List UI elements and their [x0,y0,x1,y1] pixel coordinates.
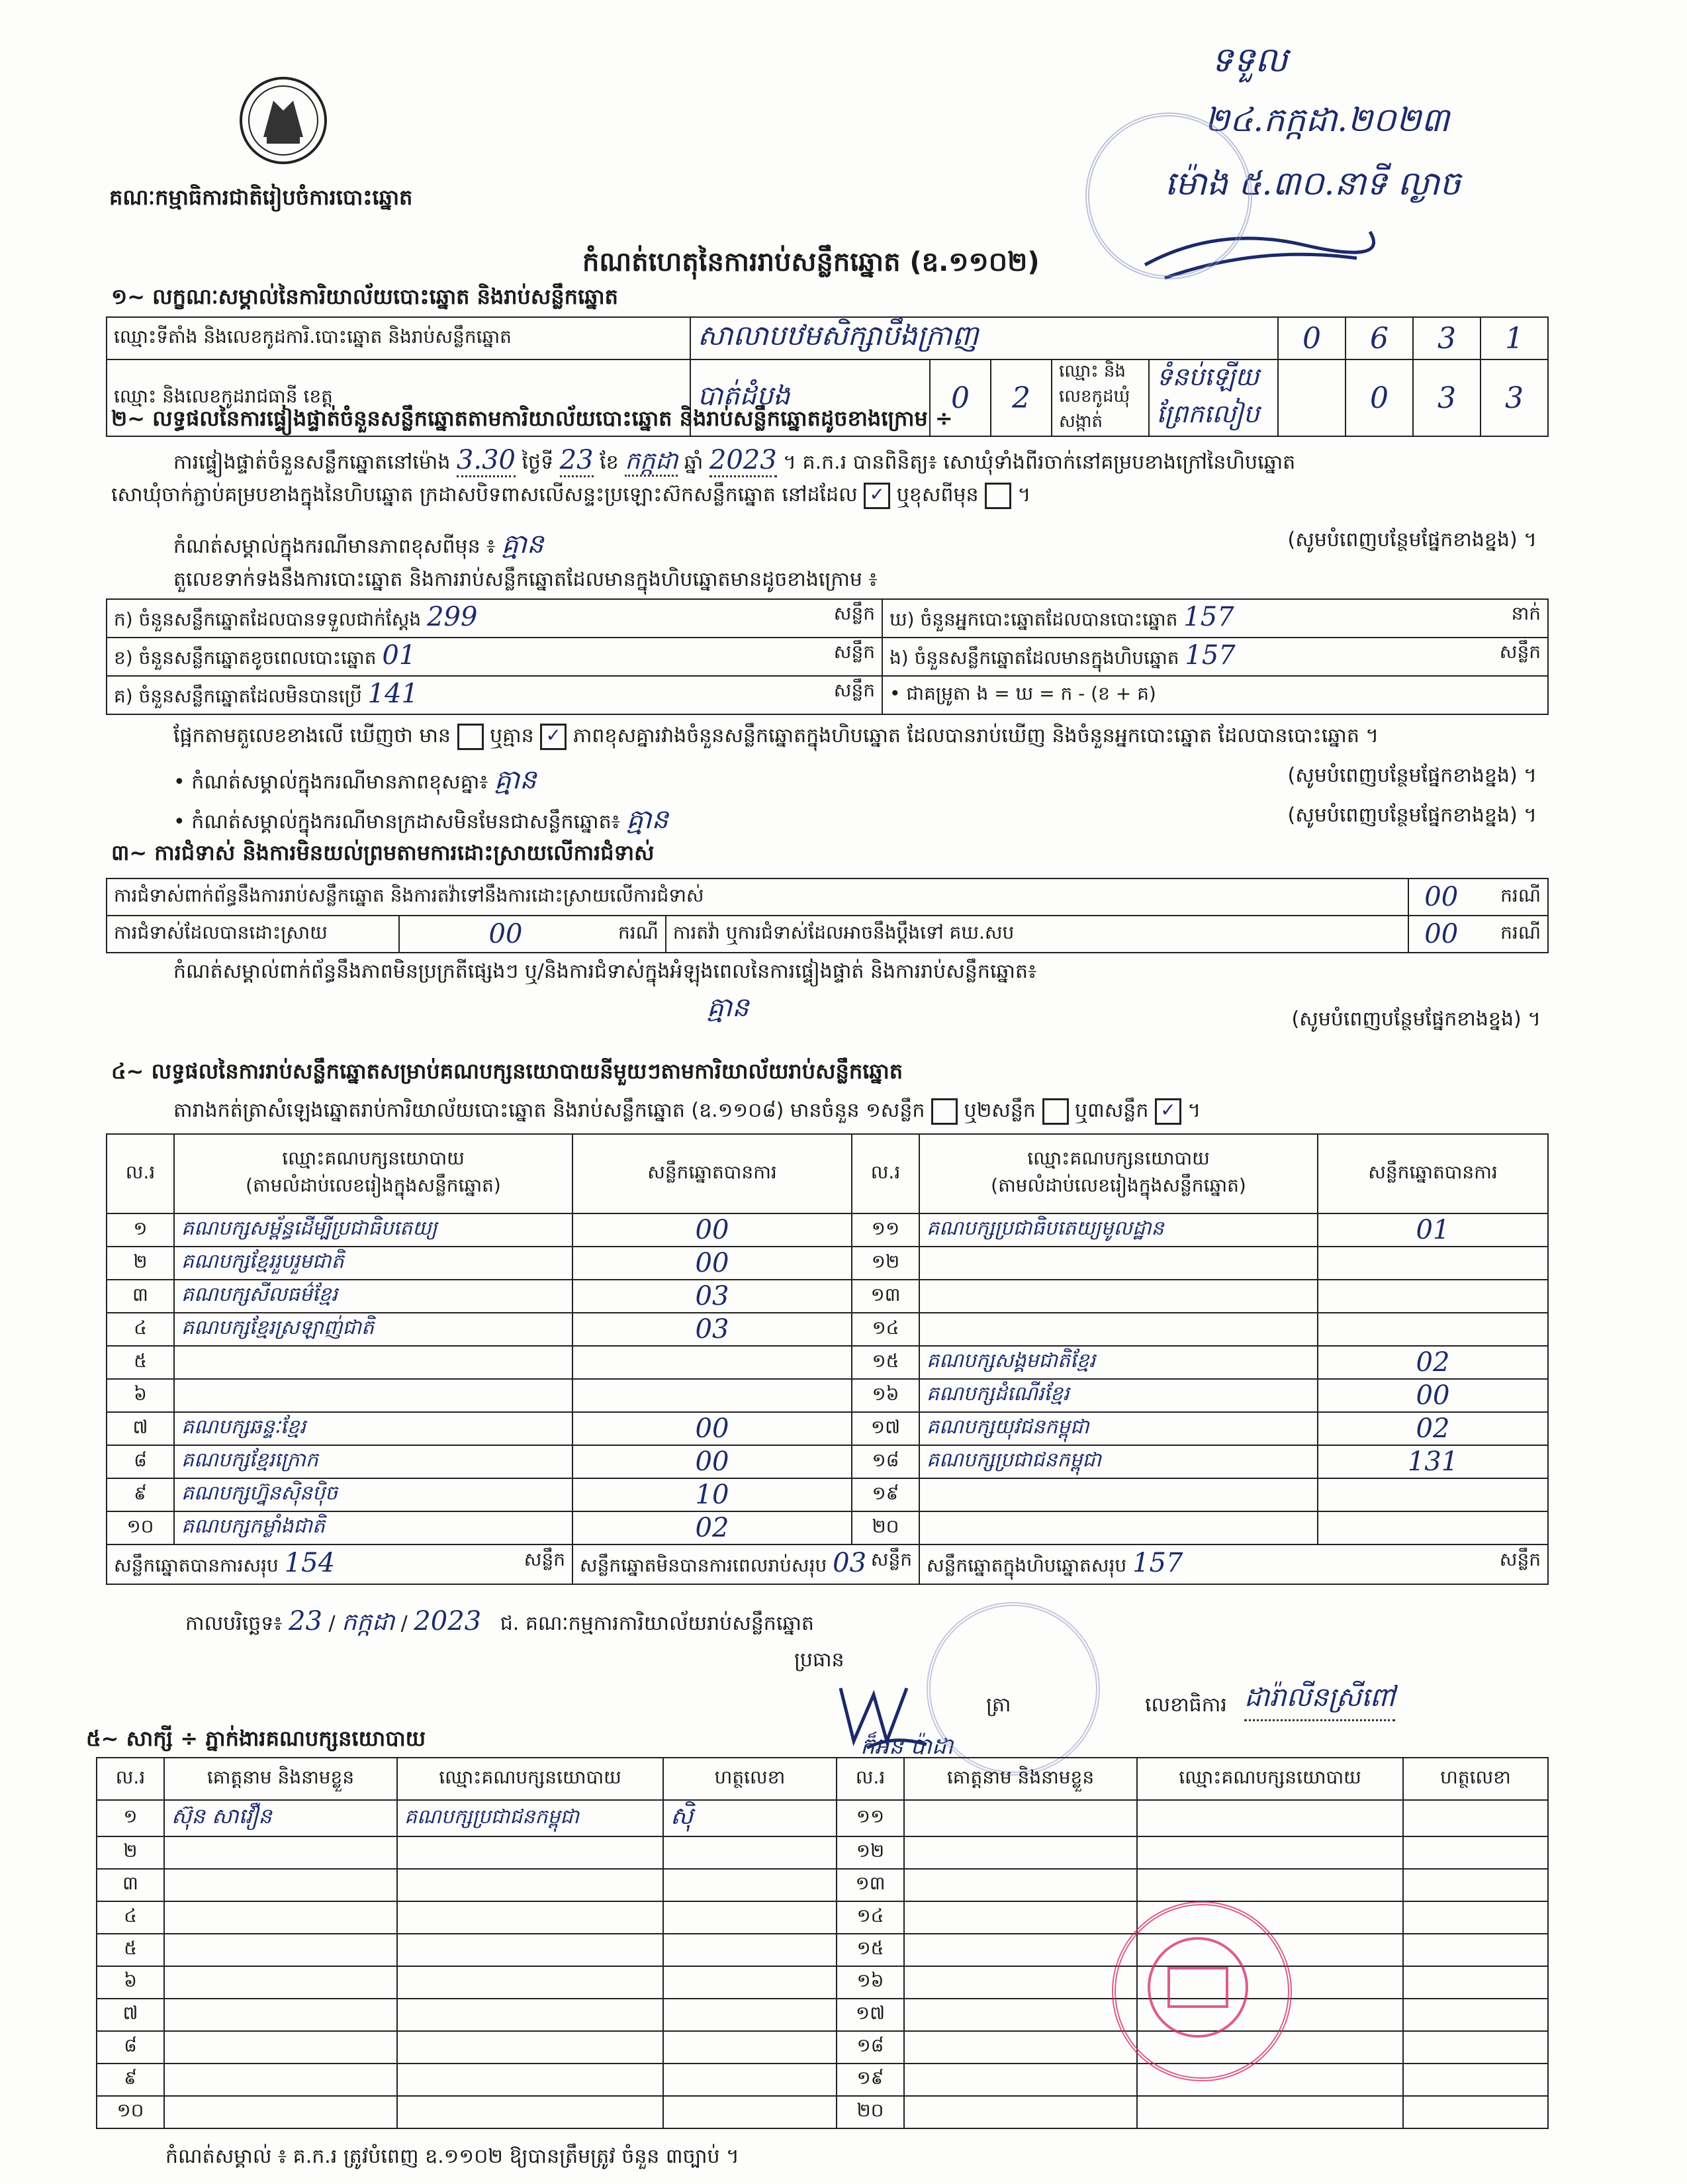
party-row [107,1478,1548,1511]
party-name: គណបក្សកម្លាំងជាតិ [174,1511,572,1544]
witness-number: ១៣ [837,1869,904,1901]
ballots-spoiled: 01 [382,640,416,671]
witness-row [97,1934,1548,1966]
witness-row [97,1800,1548,1836]
province-value: បាត់ដំបង [690,359,930,436]
secretary-name: ដារ៉ាលីនស្រីពៅ [1244,1680,1395,1721]
party-number: ២០ [852,1511,919,1544]
party-number: ១៥ [852,1346,919,1379]
party-row [107,1445,1548,1478]
witness-signature [663,1901,837,1934]
province-code-1: 0 [930,359,991,436]
party-number: ៤ [107,1313,174,1346]
commune-code-2: 3 [1413,359,1481,436]
party-row [107,1379,1548,1412]
official-stamp-middle [927,1602,1100,1776]
commune-value: ទំនប់ឡើយ ព្រែកលៀប [1156,362,1259,428]
witness-party [1137,2096,1403,2128]
party-votes: 00 [572,1412,852,1445]
party-number: ១៨ [852,1445,919,1478]
objections-appealable: 00 [1408,916,1474,953]
commune-code-1: 0 [1345,359,1413,436]
witness-signature [1403,1836,1548,1869]
witness-name [164,1999,397,2031]
ballots-in-box: 157 [1185,640,1236,671]
formula: • ជាគម្រូតា ង = ឃ = ក - (ខ + គ) [882,676,1548,714]
witness-row [97,1999,1548,2031]
witness-number: ១៨ [837,2031,904,2064]
section2-heading: ២~ លទ្ធផលនៃការផ្ទៀងផ្ទាត់ចំនួនសន្លឹកឆ្នោតតាមការិយាល័យបោះឆ្នោត និងរាប់សន្លឹកឆ្នោតដូចខាងក្រោម ÷ [111,406,953,431]
witness-row [97,2096,1548,2128]
witness-name [904,2064,1137,2096]
nonballot-note-line: • កំណត់សម្គាល់ក្នុងករណីមានក្រដាសមិនមែនជាសន្លឹកឆ្នោត៖ គ្មាន (សូមបំពេញបន្ថែមផ្នែកខាងខ្នង) ។ [173,804,1537,835]
witness-name [164,1836,397,1869]
party-votes [1318,1247,1548,1280]
witness-party [397,1999,663,2031]
witness-party [397,1934,663,1966]
party-number: ៣ [107,1280,174,1313]
verify-month: កក្កដា [625,448,678,477]
irregularity-note-value: គ្មាន [707,992,749,1023]
date-day: 23 [289,1606,322,1637]
receipt-time: ម៉ោង ៥.៣០.នាទី ល្ងាច [1165,164,1461,203]
commune-label: ឈ្មោះ និងលេខកូដឃុំ សង្កាត់ [1052,360,1149,436]
witness-name: ស៊ុន សាវឿន [164,1800,397,1836]
party-votes: 03 [572,1280,852,1313]
party-votes [1318,1313,1548,1346]
witness-number: ២ [97,1836,164,1869]
party-votes [1318,1478,1548,1511]
party-number: ១៣ [852,1280,919,1313]
witness-name [164,2064,397,2096]
party-row [107,1247,1548,1280]
party-number: ១១ [852,1213,919,1247]
party-name: គណបក្សដំណើរខ្មែរ [919,1379,1318,1412]
party-votes [572,1379,852,1412]
party-name: គណបក្សខ្មែររួបរួមជាតិ [174,1247,572,1280]
witness-name [904,2031,1137,2064]
witness-party [397,2064,663,2096]
witness-row [97,1966,1548,1999]
party-name [174,1379,572,1412]
witness-number: ១៦ [837,1966,904,1999]
party-name: គណបក្សសង្គមជាតិខ្មែរ [919,1346,1318,1379]
witness-signature [663,1934,837,1966]
party-name [919,1280,1318,1313]
station-value: សាលាបឋមសិក្សាបឹងក្រាញ [690,317,1278,359]
witness-number: ៥ [97,1934,164,1966]
province-label: ឈ្មោះ និងលេខកូដរាជធានី ខេត្ត [114,385,333,407]
party-number: ១៧ [852,1412,919,1445]
witness-party: គណបក្សប្រជាជនកម្ពុជា [397,1800,663,1836]
party-name: គណបក្សប្រជាជនកម្ពុជា [919,1445,1318,1478]
witness-signature [1403,1999,1548,2031]
date-year: 2023 [414,1606,482,1637]
witness-table: ល.រ គោត្តនាម និងនាមខ្លួន ឈ្មោះគណបក្សនយោបាយ ហត្ថលេខា ល.រ គោត្តនាម និងនាមខ្លួន ឈ្មោះគណបក្សនយោបាយ ហត្ថលេខា ១ ស៊ុន សាវឿន គណបក្សប្រជាជនកម្ពុជា ស៊ិ ១១ ២ ១២ ៣ ១៣ ៤ ១៤ ៥ ១៥ ៦ ១៦ ៧ ១៧ ៨ ១៨ ៩ ១៩ ១០ ២០ [96,1757,1549,2129]
official-stamp-top [1085,113,1252,279]
party-number: ១ [107,1213,174,1247]
section4-heading: ៤~ លទ្ធផលនៃការរាប់សន្លឹកឆ្នោតសម្រាប់គណបក្សនយោបាយនីមួយៗតាមការិយាល័យរាប់សន្លឹកឆ្នោត [111,1059,903,1084]
sheet-count-line: តារាងកត់ត្រាសំឡេងឆ្នោតរាប់ការិយាល័យបោះឆ្នោត និងរាប់សន្លឹកឆ្នោត (ឧ.១១០៨) មានចំនួន ១សន្លឹក ឬ២សន្លឹក ឬ៣សន្លឹក ✓ ។ [173,1098,1201,1127]
party-number: ២ [107,1247,174,1280]
witness-number: ១៧ [837,1999,904,2031]
official-stamp-red [1112,1901,1292,2081]
witness-party [1137,1800,1403,1836]
witness-number: ២០ [837,2096,904,2128]
three-sheet-checkbox[interactable]: ✓ [1155,1098,1181,1125]
witness-party [1137,1836,1403,1869]
total-valid-votes: 154 [284,1548,336,1578]
page-title: កំណត់ហេតុនៃការរាប់សន្លឹកឆ្នោត (ឧ.១១០២) [582,247,1040,277]
verify-year: 2023 [709,445,777,477]
witness-name [904,1901,1137,1934]
party-number: ៧ [107,1412,174,1445]
section3-heading: ៣~ ការជំទាស់ និងការមិនយល់ព្រមតាមការដោះស្រាយលើការជំទាស់ [111,840,655,865]
same-checkbox[interactable]: ✓ [864,483,890,509]
party-votes: 00 [572,1445,852,1478]
difference-yes-checkbox[interactable] [457,724,484,750]
date-month: កក្កដា [342,1609,395,1636]
witness-row [97,1869,1548,1901]
party-votes [1318,1280,1548,1313]
witness-number: ១៥ [837,1934,904,1966]
station-code-4: 1 [1481,317,1548,359]
commune-code-3: 3 [1481,359,1548,436]
party-number: ១០ [107,1511,174,1544]
witness-number: ៨ [97,2031,164,2064]
party-number: ៥ [107,1346,174,1379]
section1-heading: ១~ លក្ខណៈសម្គាល់នៃការិយាល័យបោះឆ្នោត និងរាប់សន្លឹកឆ្នោត [111,284,618,309]
witness-signature [663,1966,837,1999]
party-row [107,1346,1548,1379]
witness-name [904,1800,1137,1836]
party-number: ៩ [107,1478,174,1511]
party-votes: 00 [1318,1379,1548,1412]
witness-name [904,1966,1137,1999]
witness-number: ១៤ [837,1901,904,1934]
witness-signature [1403,1901,1548,1934]
chief-name: ក៏អន ប៉ាដា [860,1733,954,1760]
party-votes [572,1346,852,1379]
seal-check-line: សោឃុំចាក់ភ្ជាប់គម្របខាងក្នុងនៃហិបឆ្នោត ក្រដាសបិទពាសលើសន្ទះប្រឡោះស៊កសន្លឹកឆ្នោត នៅដដែល ✓ ឬខុសពីមុន ។ [111,482,1030,511]
witness-name [904,1869,1137,1901]
station-code-3: 3 [1413,317,1481,359]
witness-number: ៧ [97,1999,164,2031]
witness-row [97,2064,1548,2096]
party-row [107,1213,1548,1247]
witness-signature [1403,1966,1548,1999]
party-row [107,1280,1548,1313]
party-name: គណបក្សខ្មែរស្រឡាញ់ជាតិ [174,1313,572,1346]
party-row [107,1313,1548,1346]
ballots-unused: 141 [367,679,419,709]
witness-signature [663,2064,837,2096]
party-votes: 10 [572,1478,852,1511]
party-number: ៦ [107,1379,174,1412]
witness-name [164,1869,397,1901]
witness-row [97,2031,1548,2064]
nec-emblem-icon [237,74,330,167]
party-name [919,1478,1318,1511]
verify-day: 23 [560,445,594,477]
difference-no-checkbox[interactable]: ✓ [540,724,567,750]
two-sheet-checkbox[interactable] [1042,1098,1069,1125]
witness-row [97,1836,1548,1869]
witness-number: ១ [97,1800,164,1836]
party-name: គណបក្សហ្វ៊ុនស៊ិនប៉ិច [174,1478,572,1511]
party-name: គណបក្សខ្មែរក្រោក [174,1445,572,1478]
party-name [174,1346,572,1379]
witness-number: ១២ [837,1836,904,1869]
verify-time: 3.30 [457,445,516,477]
witness-party [397,1836,663,1869]
witness-party [397,1869,663,1901]
party-number: ១៩ [852,1478,919,1511]
stamp-label: ត្រា [986,1693,1011,1717]
witness-signature [663,1999,837,2031]
witness-number: ១៩ [837,2064,904,2096]
witness-name [164,2096,397,2128]
party-name: គណបក្សសីលធម៌ខ្មែរ [174,1280,572,1313]
witness-number: ៤ [97,1901,164,1934]
witness-signature [663,1836,837,1869]
party-name [919,1511,1318,1544]
witness-name [904,1934,1137,1966]
station-label: ឈ្មោះទីតាំង និងលេខកូដការិ.បោះឆ្នោត និងរាប់សន្លឹកឆ្នោត [107,317,690,359]
difference-note-value: គ្មាន [494,765,537,795]
irregularity-note-label: កំណត់សម្គាល់ពាក់ព័ន្ធនឹងភាពមិនប្រក្រតីផ្សេងៗ ឬ/និងការជំទាស់ក្នុងអំឡុងពេលនៃការផ្ទៀងផ្ទាត់ និងការរាប់សន្លឹកឆ្នោត៖ [173,960,1037,983]
witness-signature [663,2031,837,2064]
irregular-line: កំណត់សម្គាល់ក្នុងករណីមានភាពខុសពីមុន ៖ គ្មាន (សូមបំពេញបន្ថែមផ្នែកខាងខ្នង) ។ [173,528,1537,559]
witness-signature [663,2096,837,2128]
party-votes: 02 [1318,1412,1548,1445]
committee-name: គណៈកម្មាធិការជាតិរៀបចំការបោះឆ្នោត [109,185,413,210]
witness-signature [1403,2064,1548,2096]
party-row [107,1412,1548,1445]
witness-number: ៩ [97,2064,164,2096]
difference-note-line: • កំណត់សម្គាល់ក្នុងករណីមានភាពខុសគ្នា៖ គ្មាន (សូមបំពេញបន្ថែមផ្នែកខាងខ្នង) ។ [173,764,1537,795]
witness-party [397,1901,663,1934]
party-name: គណបក្សឆន្ទៈខ្មែរ [174,1412,572,1445]
difference-line: ផ្អែកតាមតួលេខខាងលើ ឃើញថា មាន ឬគ្មាន ✓ ភាពខុសគ្នារវាងចំនួនសន្លឹកឆ្នោតក្នុងហិបឆ្នោត ដែលបានរាប់ឃើញ និងចំនួនអ្នកបោះឆ្នោត ដែលបានបោះឆ្នោត ។ [173,723,1379,752]
party-name: គណបក្សប្រជាធិបតេយ្យមូលដ្ឋាន [919,1213,1318,1247]
party-name: គណបក្សយុវជនកម្ពុជា [919,1412,1318,1445]
irregular-value: គ្មាន [501,529,544,559]
objections-resolved: 00 [399,916,612,953]
numbers-intro: តួលេខទាក់ទងនឹងការបោះឆ្នោត និងការរាប់សន្លឹកឆ្នោតដែលមានក្នុងហិបឆ្នោតមានដូចខាងក្រោម ៖ [173,568,878,591]
section5-heading: ៥~ សាក្សី ÷ ភ្នាក់ងារគណបក្សនយោបាយ [86,1726,426,1751]
witness-party [397,2031,663,2064]
party-number: ៨ [107,1445,174,1478]
witness-signature [1403,1869,1548,1901]
receipt-date: ២៤.កក្កដា.២០២៣ [1205,101,1449,139]
station-code-2: 6 [1345,317,1413,359]
witness-signature [663,1869,837,1901]
date-line: កាលបរិច្ឆេទ៖ 23 / កក្កដា / 2023 ជ. គណៈកម្មការការិយាល័យរាប់សន្លឹកឆ្នោត [185,1606,814,1637]
party-votes: 01 [1318,1213,1548,1247]
province-code-2: 2 [991,360,1052,436]
witness-signature [1403,2031,1548,2064]
ballot-numbers-table: ក) ចំនួនសន្លឹកឆ្នោតដែលបានទទួលជាក់ស្តែង 299 សន្លឹក ឃ) ចំនួនអ្នកបោះឆ្នោតដែលបានបោះឆ្នោត 157 នាក់ ខ) ចំនួនសន្លឹកឆ្នោតខូចពេលបោះឆ្នោត 01 សន្លឹក ង) ចំនួនសន្លឹកឆ្នោតដែលមានក្នុងហិបឆ្នោត 157 សន្លឹក គ) ចំនួនសន្លឹកឆ្នោតដែលមិនបានប្រើ 141 សន្លឹក • ជាគម្រូតា ង = ឃ = ក - (ខ + គ) [106,598,1549,715]
objections-table: ការជំទាស់ពាក់ព័ន្ធនឹងការរាប់សន្លឹកឆ្នោត និងការតវ៉ាទៅនឹងការដោះស្រាយលើការជំទាស់ 00 ករណី ការជំទាស់ដែលបានដោះស្រាយ 00 ករណី ការតវ៉ា ឬការជំទាស់ដែលអាចនឹងប្តឹងទៅ គឃ.សប 00 ករណី [106,878,1549,953]
witness-row [97,1901,1548,1934]
party-number: ១៤ [852,1313,919,1346]
receipt-note: ទទួល [1211,40,1288,80]
witness-party [397,1966,663,1999]
witness-number: ១១ [837,1800,904,1836]
chief-label: ប្រធាន [794,1648,844,1672]
verification-line: ការផ្ទៀងផ្ទាត់ចំនួនសន្លឹកឆ្នោតនៅម៉ោង 3.30 ថ្ងៃទី 23 ខែ កក្កដា ឆ្នាំ 2023 ។ គ.ក.រ បានពិនិត្យ៖ សោឃុំទាំងពីរចាក់នៅគម្របខាងក្រៅនៃហិបឆ្នោត [173,445,1295,481]
witness-name [164,2031,397,2064]
party-number: ១៦ [852,1379,919,1412]
witness-name [904,1836,1137,1869]
witness-name [904,1999,1137,2031]
secretary-label: លេខាធិការ [1145,1693,1227,1717]
witness-number: ៣ [97,1869,164,1901]
total-box-votes: 157 [1132,1548,1183,1578]
party-number: ១២ [852,1247,919,1280]
party-votes: 02 [1318,1346,1548,1379]
nonballot-note-value: គ្មាន [626,804,668,835]
witness-number: ១០ [97,2096,164,2128]
party-name [919,1247,1318,1280]
party-votes: 00 [572,1213,852,1247]
station-code-1: 0 [1278,317,1345,359]
witness-name [164,1934,397,1966]
footer-note: កំណត់សម្គាល់ ៖ គ.ក.រ ត្រូវបំពេញ ឧ.១១០២ ឱ្យបានត្រឹមត្រូវ ចំនួន ៣ច្បាប់ ។ [165,2145,739,2168]
witness-signature [1403,2096,1548,2128]
total-invalid-votes: 03 [833,1548,867,1578]
witness-name [164,1901,397,1934]
party-name: គណបក្សសម្ព័ន្ធដើម្បីប្រជាធិបតេយ្យ [174,1213,572,1247]
one-sheet-checkbox[interactable] [931,1098,958,1125]
witness-signature [1403,1934,1548,1966]
witness-name [164,1966,397,1999]
party-row [107,1511,1548,1544]
party-votes: 03 [572,1313,852,1346]
party-results-table: ល.រ ឈ្មោះគណបក្សនយោបាយ (តាមលំដាប់លេខរៀងក្នុងសន្លឹកឆ្នោត) សន្លឹកឆ្នោតបានការ ល.រ ឈ្មោះគណបក្សនយោបាយ (តាមលំដាប់លេខរៀងក្នុងសន្លឹកឆ្នោត) សន្លឹកឆ្នោតបានការ ១ គណបក្សសម្ព័ន្ធដើម្បីប្រជាធិបតេយ្យ 00 ១១ គណបក្សប្រជាធិបតេយ្យមូលដ្ឋាន 01 ២ គណបក្សខ្មែររួបរួមជាតិ 00 ១២ ៣ គណបក្សសីលធម៌ខ្មែរ 03 ១៣ ៤ គណបក្សខ្មែរស្រឡាញ់ជាតិ 03 ១៤ ៥ ១៥ គណបក្សសង្គមជាតិខ្មែរ 02 ៦ ១៦ គណបក្សដំណើរខ្មែរ 00 ៧ គណបក្សឆន្ទៈខ្មែរ 00 ១៧ គណបក្សយុវជនកម្ពុជា 02 ៨ គណបក្សខ្មែរក្រោក 00 ១៨ គណបក្សប្រជាជនកម្ពុជា 131 ៩ គណបក្សហ្វ៊ុនស៊ិនប៉ិច 10 ១៩ ១០ គណបក្សកម្លាំងជាតិ 02 ២០ សន្លឹកឆ្នោតបានការសរុប 154 សន្លឹក សន្លឹកឆ្នោតមិនបានការពេលរាប់សរុប 03 សន្លឹក សន្លឹកឆ្នោតក្នុងហិបឆ្នោតសរុប 157 សន្លឹក [106,1133,1549,1585]
party-votes: 00 [572,1247,852,1280]
witness-number: ៦ [97,1966,164,1999]
changed-checkbox[interactable] [985,483,1011,509]
party-votes: 02 [572,1511,852,1544]
party-votes: 131 [1318,1445,1548,1478]
witness-signature [1403,1800,1548,1836]
ballots-received: 299 [427,602,478,632]
party-name [919,1313,1318,1346]
voters-voted: 157 [1183,602,1234,632]
witness-party [1137,1869,1403,1901]
objections-total: 00 [1408,878,1474,916]
party-votes [1318,1511,1548,1544]
witness-party [397,2096,663,2128]
witness-signature: ស៊ិ [663,1800,837,1836]
witness-name [904,2096,1137,2128]
